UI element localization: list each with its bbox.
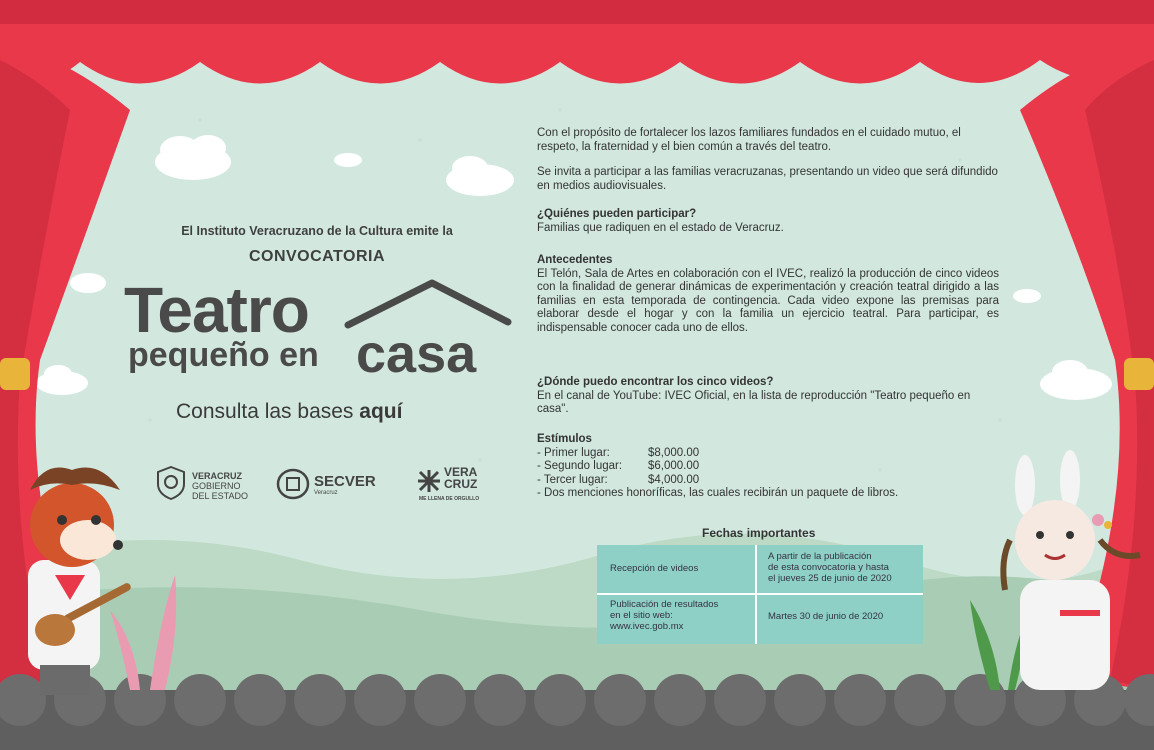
logo-secver-sub: Veracruz <box>314 490 338 496</box>
fechas-label-line: Publicación de resultados <box>610 599 719 610</box>
section-estimulos <box>537 433 999 501</box>
fechas-label-line: en el sitio web: <box>610 610 673 621</box>
logo-veracruz-gobierno <box>192 471 248 501</box>
logo-veracruz-line3: DEL ESTADO <box>192 491 249 501</box>
quienes-answer: Familias que radiquen en el estado de Veracruz. <box>537 221 784 234</box>
fechas-label-line: Recepción de videos <box>610 563 699 574</box>
donde-answer: En el canal de YouTube: IVEC Oficial, en la lista de reproducción "Teatro pequeño en casa". <box>537 389 971 415</box>
antecedentes-text: El Telón, Sala de Artes en colaboración con el IVEC, realizó la producción de cinco videos con la finalidad de generar dinámicas de experimentación y creación teatral dirigido a las familias en esta temporada de contingencia. Cada video expone las premisas para elaborar desde el hogar y con la familia un ejercicio teatral. Para participar, es indispensable conocer cada uno de ellos. <box>537 267 999 334</box>
fechas-table <box>597 545 923 644</box>
prize-amount: $6,000.00 <box>648 460 700 472</box>
donde-heading: ¿Dónde puedo encontrar los cinco videos? <box>537 376 774 388</box>
fechas-row2-value <box>768 611 883 622</box>
estimulos-heading: Estímulos <box>537 433 592 445</box>
logo-veracruz-line1: VERACRUZ <box>192 471 243 481</box>
prize-row <box>537 474 999 488</box>
intro-text: El Instituto Veracruzano de la Cultura emite la <box>181 224 453 238</box>
fechas-value-line: A partir de la publicación <box>768 551 872 562</box>
convocatoria-heading: CONVOCATORIA <box>248 248 386 265</box>
prize-amount: $8,000.00 <box>648 446 700 459</box>
fechas-row2-label <box>610 599 718 632</box>
logo-vera-bottom: CRUZ <box>444 477 478 491</box>
section-donde <box>537 376 999 417</box>
consulta-text: Consulta las bases <box>176 400 354 423</box>
section-quienes <box>537 208 999 235</box>
fechas-value-line: de esta convocatoria y hasta <box>768 562 889 573</box>
fechas-value-line: Martes 30 de junio de 2020 <box>768 611 884 622</box>
prize-label: - Tercer lugar: <box>537 473 608 486</box>
antecedentes-heading: Antecedentes <box>537 254 613 266</box>
veracruz-crest-icon <box>156 466 186 500</box>
consulta-link[interactable]: aquí <box>359 400 403 423</box>
menciones-text: - Dos menciones honoríficas, las cuales recibirán un paquete de libros. <box>537 487 899 499</box>
section-antecedentes <box>537 254 999 335</box>
prize-row <box>537 447 999 461</box>
fechas-row1-label <box>610 563 698 574</box>
title-pequeno-en: pequeño en <box>128 336 319 374</box>
vera-cruz-mark-icon <box>418 470 440 492</box>
logo-vera-sub: ME LLENA DE ORGULLO <box>419 496 480 502</box>
fechas-value-line: el jueves 25 de junio de 2020 <box>768 573 892 584</box>
logo-veracruz-line2: GOBIERNO <box>192 481 241 491</box>
title-casa: casa <box>356 324 477 384</box>
quienes-heading: ¿Quiénes pueden participar? <box>537 208 697 220</box>
title-teatro: Teatro <box>124 274 309 346</box>
prize-label: - Primer lugar: <box>537 446 610 459</box>
logo-vera-top: VERA <box>444 465 478 479</box>
consulta-bases <box>176 400 402 424</box>
prize-row <box>537 460 999 474</box>
curtain-tie-left <box>0 358 30 390</box>
fechas-heading: Fechas importantes <box>702 526 816 540</box>
prize-label: - Segundo lugar: <box>537 460 623 472</box>
fechas-row1-value <box>768 551 892 584</box>
curtain-tie-right <box>1124 358 1154 390</box>
logo-secver-name: SECVER <box>314 473 376 490</box>
secver-emblem-icon <box>276 468 310 500</box>
paragraph-proposito: Con el propósito de fortalecer los lazos familiares fundados en el cuidado mutuo, el respeto, la fraternidad y el bien común a través del teatro. <box>537 127 961 153</box>
paragraph-invitacion: Se invita a participar a las familias veracruzanas, presentando un video que será difundido en medios audiovisuales. <box>537 166 998 192</box>
logo-secver <box>314 474 376 497</box>
prize-amount: $4,000.00 <box>648 473 700 486</box>
fechas-label-line[interactable]: www.ivec.gob.mx <box>610 621 684 632</box>
logo-vera-cruz <box>444 466 477 490</box>
